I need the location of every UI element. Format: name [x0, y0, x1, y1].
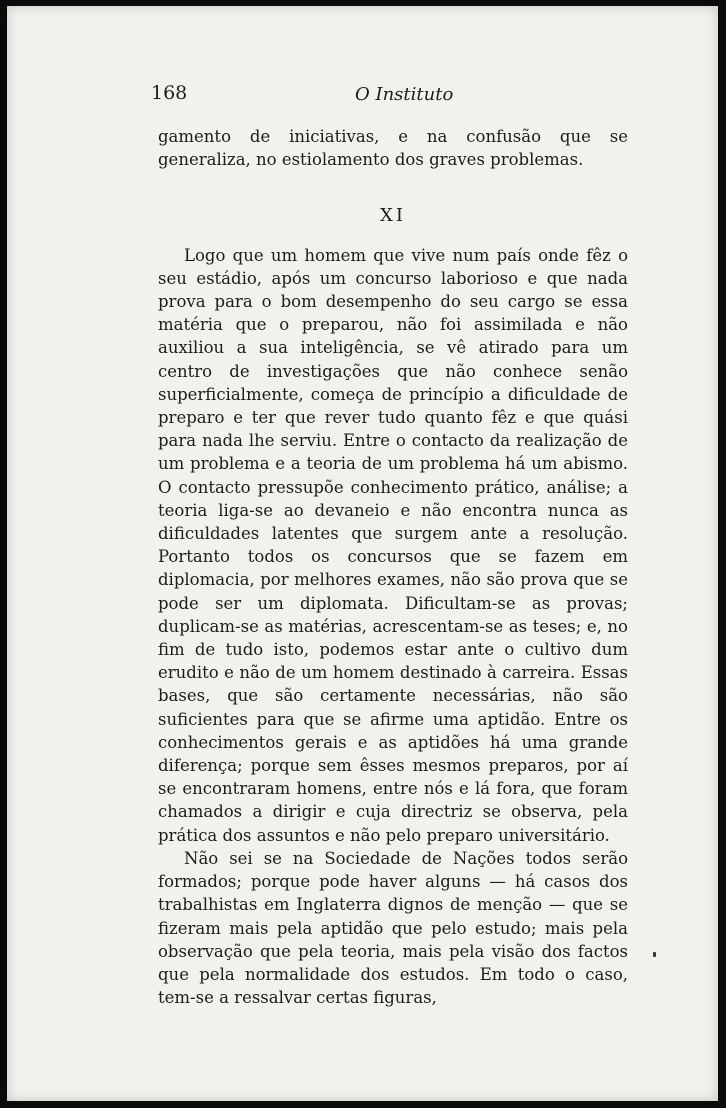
- running-title: O Instituto: [355, 84, 454, 105]
- continuation-paragraph: gamento de iniciativas, e na confusão que se generaliza, no estiolamento dos graves problemas.: [158, 127, 628, 170]
- page-header: [151, 82, 609, 110]
- ink-speck: [653, 952, 656, 957]
- page-body: [158, 125, 628, 1009]
- paragraph-2: Não sei se na Sociedade de Nações todos serão formados; porque pode haver alguns — há casos dos trabalhistas em Inglaterra dignos de menção — que se fizeram mais pela aptidão que pelo estudo; mais pela observação que pela teoria, mais pela visão dos factos que pela normalidade dos estudos. Em todo o caso, tem-se a ressalvar certas figuras,: [158, 848, 628, 1008]
- paragraph-1: Logo que um homem que vive num país onde fêz o seu estádio, após um concurso laborioso e que nada prova para o bom desempenho do seu cargo se essa matéria que o preparou, não foi assimilada e não auxiliou a sua inteligência, se vê atirado para um centro de investigações que não conhece senão superficialmente, começa de princípio a dificuldade de preparo e ter que rever tudo quanto fêz e que quási para nada lhe serviu. Entre o contacto da realização de um problema e a teoria de um problema há um abismo. O contacto pressupõe conhecimento prático, análise; a teoria liga-se ao devaneio e não encontra nunca as dificuldades latentes que surgem ante a resolução. Portanto todos os concursos que se fazem em diplomacia, por melhores exames, não são prova que se pode ser um diplomata. Dificultam-se as provas; duplicam-se as matérias, acrescentam-se as teses; e, no fim de tudo isto, podemos estar ante o cultivo dum erudito e não de um homem destinado à carreira. Essas bases, que são certamente necessárias, não são suficientes para que se afirme uma aptidão. Entre os conhecimentos gerais e as aptidões há uma grande diferença; porque sem êsses mesmos preparos, por aí se encontraram homens, entre nós e lá fora, que foram chamados a dirigir e cuja directriz se observa, pela prática dos assuntos e não pelo preparo universitário.: [158, 245, 628, 845]
- section-heading: XI: [380, 205, 406, 227]
- page-number: 168: [151, 82, 188, 104]
